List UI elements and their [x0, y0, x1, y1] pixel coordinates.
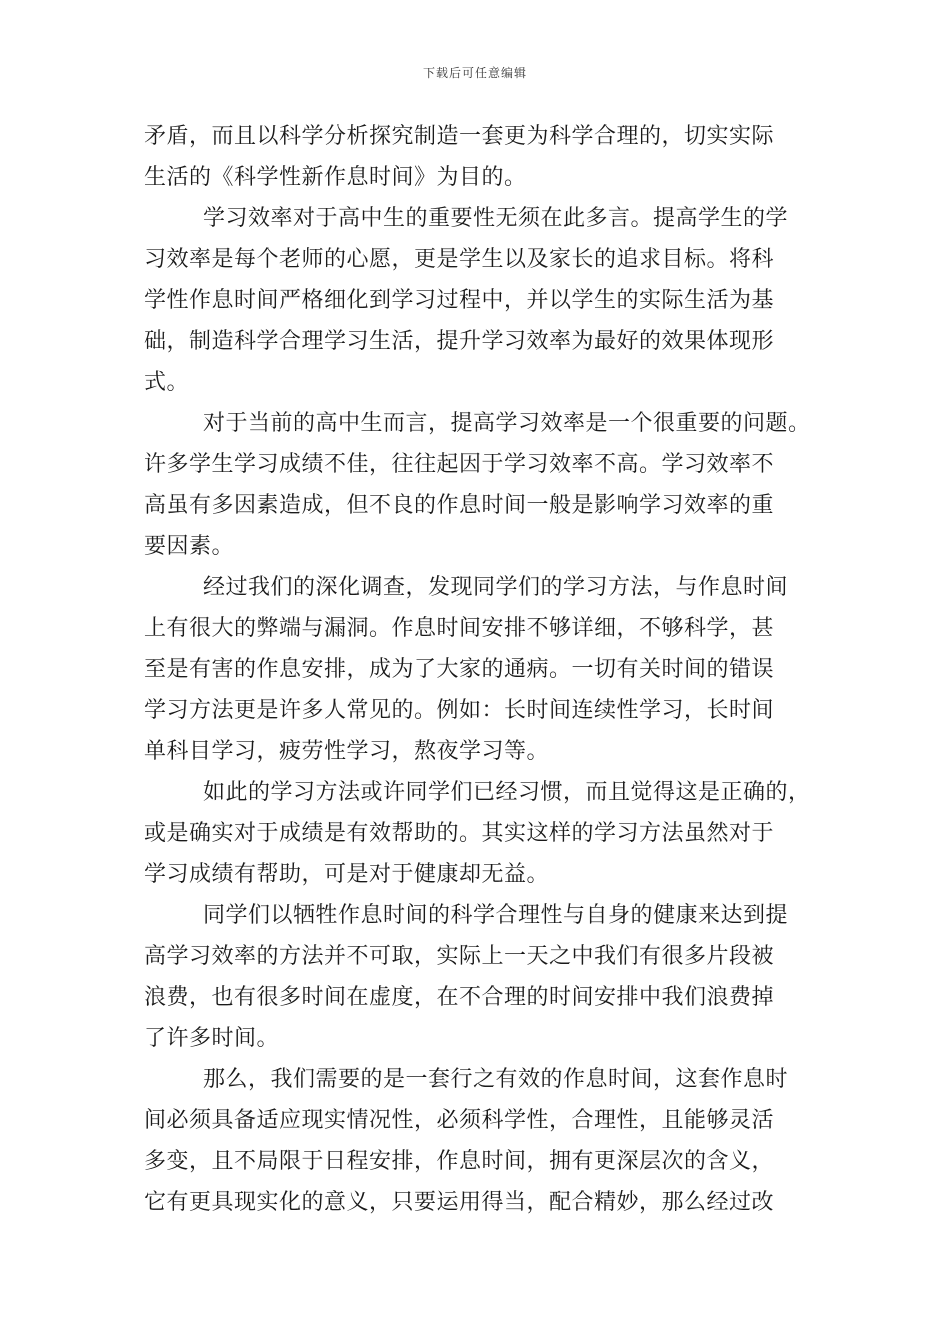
paragraph-4	[144, 567, 824, 772]
text-line: 学习方法更是许多人常见的。例如：长时间连续性学习，长时间	[144, 698, 775, 723]
text-line: 高学习效率的方法并不可取，实际上一天之中我们有很多片段被	[144, 944, 775, 969]
text-line: 同学们以牺牲作息时间的科学合理性与自身的健康来达到提	[203, 903, 789, 928]
text-line: 要因素。	[144, 534, 235, 559]
text-line: 矛盾，而且以科学分析探究制造一套更为科学合理的，切实实际	[144, 124, 775, 149]
text-line: 那么，我们需要的是一套行之有效的作息时间，这套作息时	[203, 1067, 789, 1092]
paragraph-1	[144, 116, 824, 198]
text-line: 对于当前的高中生而言，提高学习效率是一个很重要的问题。	[203, 411, 811, 436]
text-line: 了许多时间。	[144, 1026, 280, 1051]
paragraph-3	[144, 403, 824, 567]
text-line: 浪费，也有很多时间在虚度，在不合理的时间安排中我们浪费掉	[144, 985, 775, 1010]
text-line: 生活的《科学性新作息时间》为目的。	[144, 165, 527, 190]
text-line: 高虽有多因素造成，但不良的作息时间一般是影响学习效率的重	[144, 493, 775, 518]
text-line: 它有更具现实化的意义，只要运用得当，配合精妙，那么经过改	[144, 1190, 775, 1215]
paragraph-5	[144, 772, 824, 895]
paragraph-2	[144, 198, 824, 403]
text-line: 多变，且不局限于日程安排，作息时间，拥有更深层次的含义，	[144, 1149, 775, 1174]
document-body	[144, 116, 824, 1223]
paragraph-6	[144, 895, 824, 1059]
text-line: 式。	[144, 370, 190, 395]
text-line: 许多学生学习成绩不佳，往往起因于学习效率不高。学习效率不	[144, 452, 775, 477]
text-line: 间必须具备适应现实情况性，必须科学性，合理性，且能够灵活	[144, 1108, 775, 1133]
text-line: 学习成绩有帮助，可是对于健康却无益。	[144, 862, 550, 887]
text-line: 如此的学习方法或许同学们已经习惯，而且觉得这是正确的，	[203, 780, 811, 805]
text-line: 经过我们的深化调查，发现同学们的学习方法，与作息时间	[203, 575, 789, 600]
text-line: 学性作息时间严格细化到学习过程中，并以学生的实际生活为基	[144, 288, 775, 313]
text-line: 至是有害的作息安排，成为了大家的通病。一切有关时间的错误	[144, 657, 775, 682]
paragraph-7	[144, 1059, 824, 1223]
text-line: 单科目学习，疲劳性学习，熬夜学习等。	[144, 739, 550, 764]
text-line: 学习效率对于高中生的重要性无须在此多言。提高学生的学	[203, 206, 789, 231]
text-line: 习效率是每个老师的心愿，更是学生以及家长的追求目标。将科	[144, 247, 775, 272]
text-line: 上有很大的弊端与漏洞。作息时间安排不够详细，不够科学，甚	[144, 616, 775, 641]
text-line: 或是确实对于成绩是有效帮助的。其实这样的学习方法虽然对于	[144, 821, 775, 846]
page-header: 下载后可任意编辑	[422, 66, 527, 80]
text-line: 础，制造科学合理学习生活，提升学习效率为最好的效果体现形	[144, 329, 775, 354]
